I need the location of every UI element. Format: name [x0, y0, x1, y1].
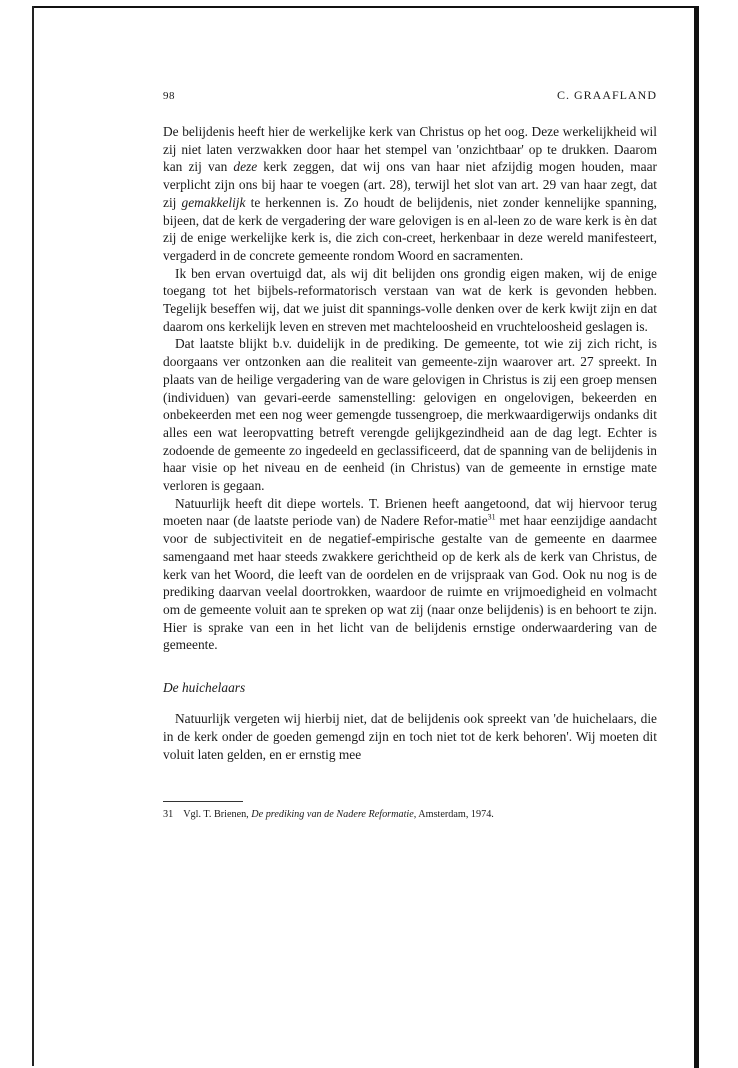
- paragraph-3: Dat laatste blijkt b.v. duidelijk in de prediking. De gemeente, tot wie zij zich richt, is doorgaans ver ontzonken aan die realiteit van gemeente-zijn waarover art. 27 spreekt. In plaats van de heilige vergadering van de ware gelovigen in Christus is zij een groep mensen (individuen) van gevari-eerde samenstelling: gelovigen en ongelovigen, bekeerden en onbekeerden met een nog weer gemengde tussengroep, die merkwaardigerwijs ondanks dit alles een wat leeropvatting betreft verengde gelijkgezindheid aan de dag legt. Echter is zodoende de gemeente zo ingedeeld en geclassificeerd, dat de spanning van de belijdenis in haar visie op het niveau en de eenheid (in Christus) van de gemeente in ernstige mate verloren is gegaan.: [163, 336, 657, 494]
- scan-border-right: [694, 6, 699, 1068]
- paragraph-2: Ik ben ervan overtuigd dat, als wij dit belijden ons grondig eigen maken, wij de enige toegang tot het bijbels-reformatorisch verstaan van wat de kerk is gevonden hebben. Tegelijk beseffen wij, dat we juist dit spannings-volle denken over de kerk kwijt zijn en dat daarom ons kerkelijk leven en streven met machteloosheid en vruchteloosheid geslagen is.: [163, 265, 657, 334]
- paragraph-4: [163, 495, 657, 654]
- paragraph-1-text-b: kerk zeggen, dat wij ons van haar niet afzijdig mogen houden, maar verplicht zijn ons bij haar te voegen (art. 28), terwijl het slot van art. 29 van haar zegt, dat zij: [163, 159, 657, 210]
- body-text: [163, 123, 657, 763]
- section-paragraph: Natuurlijk vergeten wij hierbij niet, dat de belijdenis ook spreekt van 'de huichelaars, die in de kerk onder de goeden gemengd zijn en toch niet tot de kerk behoren'. Wij moeten dit voluit laten gelden, en er ernstig mee: [163, 711, 657, 762]
- running-head-author: C. GRAAFLAND: [556, 88, 657, 102]
- footnote-suffix: , Amsterdam, 1974.: [413, 809, 494, 821]
- scan-border-top: [32, 6, 696, 8]
- section-heading: De huichelaars: [163, 680, 246, 696]
- paragraph-1-emphasis-deze: deze: [233, 159, 258, 175]
- paragraph-1-text-c: te herkennen is. Zo houdt de belijdenis, niet zonder kennelijke spanning, bijeen, dat de kerk de vergadering der ware gelovigen is en al-leen zo de ware kerk is èn dat zij de enige werkelijke kerk is, die zich con-creet, herkenbaar in deze wereld manifesteert, vergaderd in de concrete gemeente rondom Woord en sacramenten.: [163, 194, 657, 263]
- paragraph-4-text-a: Natuurlijk heeft dit diepe wortels. T. Brienen heeft aangetoond, dat wij hiervoor terug moeten naar (de laatste periode van) de Nadere Refor-matie: [163, 495, 657, 529]
- footnote-divider: [163, 801, 243, 802]
- document-page: [163, 88, 657, 821]
- footnote: [163, 808, 657, 821]
- scan-border-left: [32, 6, 34, 1066]
- footnote-prefix: Vgl. T. Brienen,: [183, 809, 252, 821]
- page-number: 98: [163, 90, 175, 102]
- running-head: [163, 88, 657, 103]
- paragraph-1-emphasis-gemakkelijk: gemakkelijk: [181, 194, 246, 210]
- footnote-reference: 31: [487, 513, 496, 522]
- paragraph-4-text-b: met haar eenzijdige aandacht voor de subjectiviteit en de negatief-empirische gestalte van de gemeente en daarmee samengaand met haar steeds zwakkere gerichtheid op de kerk als de kerk van Christus, de kerk van het Woord, die leeft van de oordelen en de vrijspraak van God. Ook nu nog is de prediking daarvan veelal doortrokken, waardoor de ruimte en vrijmoedigheid en volmacht om de gemeente voluit aan te spreken op wat zij (naar onze belijdenis) is en behoort te zijn. Hier is sprake van een in het licht van de belijdenis ernstige onderwaardering van de gemeente.: [163, 513, 657, 653]
- footnote-title: De prediking van de Nadere Reformatie: [251, 809, 414, 821]
- paragraph-1-text-a: De belijdenis heeft hier de werkelijke kerk van Christus op het oog. Deze werkelijkheid wil zij niet laten verzwakken door haar het stempel van 'onzichtbaar' op te drukken. Daarom kan zij van: [163, 124, 657, 175]
- footnote-number: 31: [163, 809, 174, 821]
- paragraph-1: [163, 123, 657, 265]
